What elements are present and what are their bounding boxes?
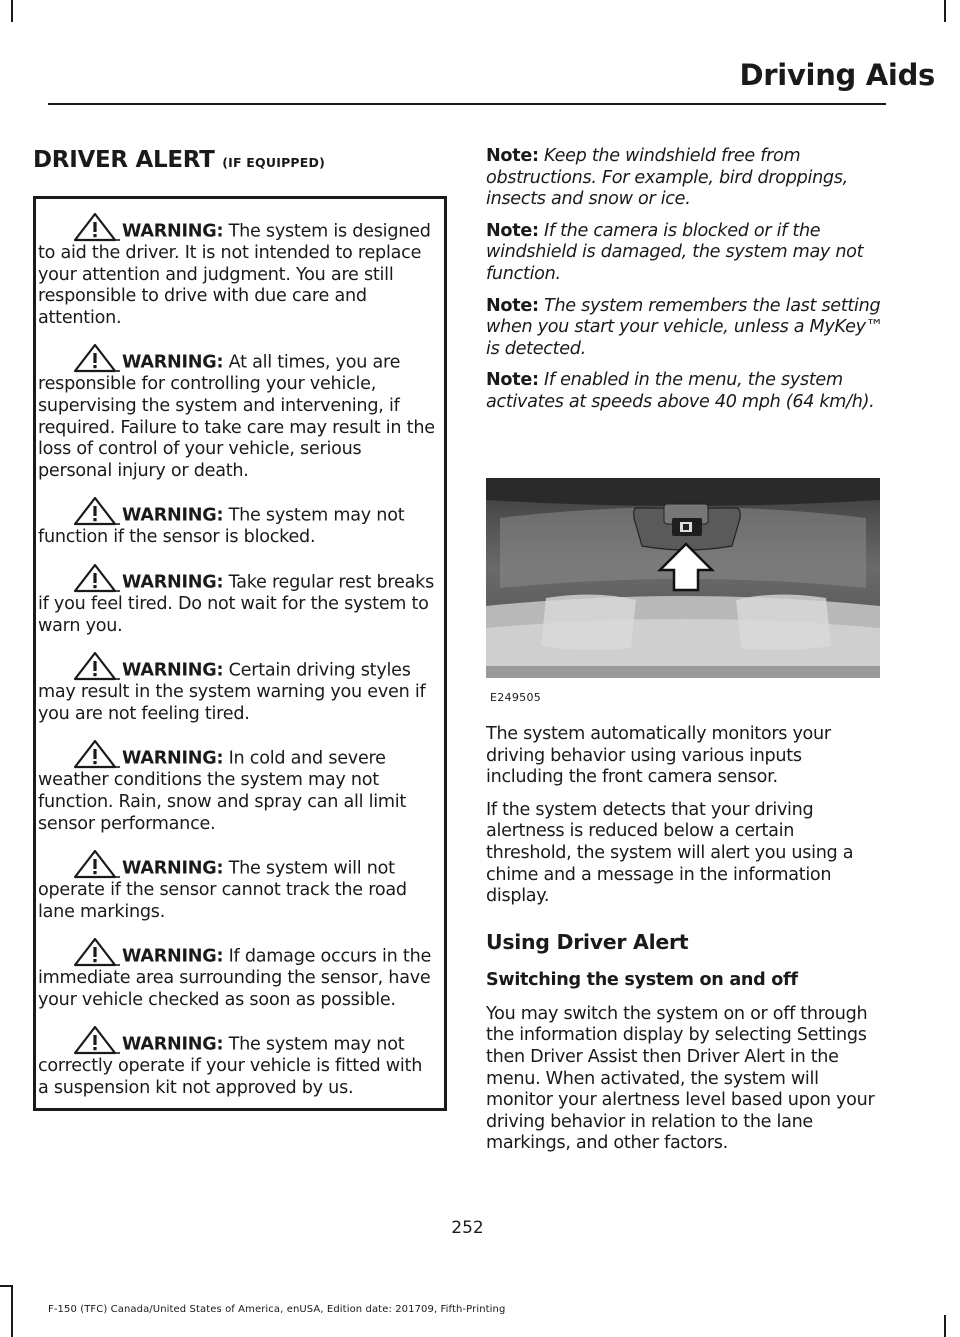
- page-number: 252: [451, 1218, 484, 1238]
- crop-mark-bottom-left-h: [0, 1285, 11, 1287]
- note-item: [486, 296, 884, 361]
- warning-item: [38, 562, 436, 637]
- warning-label: WARNING:: [122, 858, 224, 879]
- note-item: [486, 146, 884, 211]
- note-item: [486, 221, 884, 286]
- paragraph-alert: If the system detects that your driving alertness is reduced below a certain threshold, the system will alert you using a chime and a message in the information display.: [486, 799, 854, 907]
- windshield-camera-illustration: [486, 478, 880, 678]
- warning-text: The system is designed to aid the driver. It is not intended to replace your attention and judgment. You are still responsible to drive with due care and attention.: [38, 221, 431, 328]
- warning-label: WARNING:: [122, 1034, 224, 1055]
- note-label: Note:: [486, 295, 539, 316]
- section-title-text: DRIVER ALERT: [33, 147, 215, 173]
- note-label: Note:: [486, 146, 539, 166]
- warning-item: [38, 1024, 436, 1099]
- heading-using-driver-alert: Using Driver Alert: [486, 929, 689, 954]
- note-text: If enabled in the menu, the system activates at speeds above 40 mph (64 km/h).: [486, 370, 875, 412]
- crop-mark-top-right: [944, 0, 946, 22]
- right-column-body: [486, 724, 884, 1166]
- warning-item: [38, 848, 436, 923]
- warning-label: WARNING:: [122, 660, 224, 681]
- section-title: [33, 147, 447, 173]
- windshield-camera-figure: [486, 478, 880, 678]
- paragraph-monitoring: The system automatically monitors your driving behavior using various inputs including the front camera sensor.: [486, 724, 831, 788]
- warning-triangle-icon: [68, 650, 120, 682]
- warning-text: Take regular rest breaks if you feel tired. Do not wait for the system to warn you.: [38, 572, 434, 636]
- warning-triangle-icon: [68, 1024, 120, 1056]
- warning-triangle-icon: [68, 211, 120, 243]
- crop-mark-bottom-left-v: [11, 1285, 13, 1337]
- warning-label: WARNING:: [122, 352, 224, 373]
- warning-text: The system may not function if the sensor is blocked.: [38, 505, 405, 548]
- crop-mark-bottom-right: [944, 1315, 946, 1337]
- warning-label: WARNING:: [122, 221, 224, 242]
- warning-item: [38, 650, 436, 725]
- figure-code: E249505: [490, 691, 542, 704]
- warning-triangle-icon: [68, 562, 120, 594]
- warning-triangle-icon: [68, 342, 120, 374]
- note-label: Note:: [486, 370, 539, 391]
- warning-label: WARNING:: [122, 748, 224, 769]
- warning-label: WARNING:: [122, 505, 224, 526]
- warning-item: [38, 342, 436, 482]
- crop-mark-top-left: [11, 0, 13, 22]
- section-title-suffix: (IF EQUIPPED): [222, 155, 326, 170]
- note-text: Keep the windshield free from obstructions. For example, bird droppings, insects and snow or ice.: [486, 146, 848, 210]
- warning-item: [38, 211, 436, 329]
- warning-item: [38, 495, 436, 549]
- page-header-title: Driving Aids: [739, 58, 935, 92]
- left-column: [33, 147, 447, 1111]
- warning-item: [38, 936, 436, 1011]
- note-label: Note:: [486, 220, 539, 241]
- note-text: If the camera is blocked or if the windshield is damaged, the system may not function.: [486, 220, 864, 284]
- warning-text: The system will not operate if the sensor cannot track the road lane markings.: [38, 858, 407, 922]
- warning-text: In cold and severe weather conditions the system may not function. Rain, snow and spray can all limit sensor performance.: [38, 748, 407, 834]
- warning-label: WARNING:: [122, 572, 224, 593]
- note-text: The system remembers the last setting when you start your vehicle, unless a MyKey™ is detected.: [486, 295, 884, 359]
- warning-triangle-icon: [68, 495, 120, 527]
- note-item: [486, 370, 884, 413]
- warning-triangle-icon: [68, 848, 120, 880]
- warning-text: If damage occurs in the immediate area surrounding the sensor, have your vehicle checked as soon as possible.: [38, 946, 432, 1010]
- warning-text: The system may not correctly operate if your vehicle is fitted with a suspension kit not approved by us.: [38, 1034, 423, 1099]
- header-rule: [48, 103, 886, 105]
- warning-triangle-icon: [68, 738, 120, 770]
- heading-switching-on-off: Switching the system on and off: [486, 969, 798, 990]
- warning-triangle-icon: [68, 936, 120, 968]
- warning-item: [38, 738, 436, 835]
- warning-text: Certain driving styles may result in the system warning you even if you are not feeling tired.: [38, 660, 426, 724]
- warnings-box: [33, 196, 447, 1111]
- right-column-notes: [486, 146, 884, 424]
- paragraph-switching: You may switch the system on or off through the information display by selecting Settings then Driver Assist then Driver Alert in the menu. When activated, the system will monitor your alertness level based upon your driving behavior in relation to the lane markings, and other factors.: [486, 1003, 875, 1154]
- warning-text: At all times, you are responsible for controlling your vehicle, supervising the system and intervening, if required. Failure to take care may result in the loss of control of your vehicle, serious personal injury or death.: [38, 352, 435, 481]
- warning-label: WARNING:: [122, 946, 224, 967]
- footer-edition: F-150 (TFC) Canada/United States of America, enUSA, Edition date: 201709, Fifth-Printing: [48, 1304, 506, 1315]
